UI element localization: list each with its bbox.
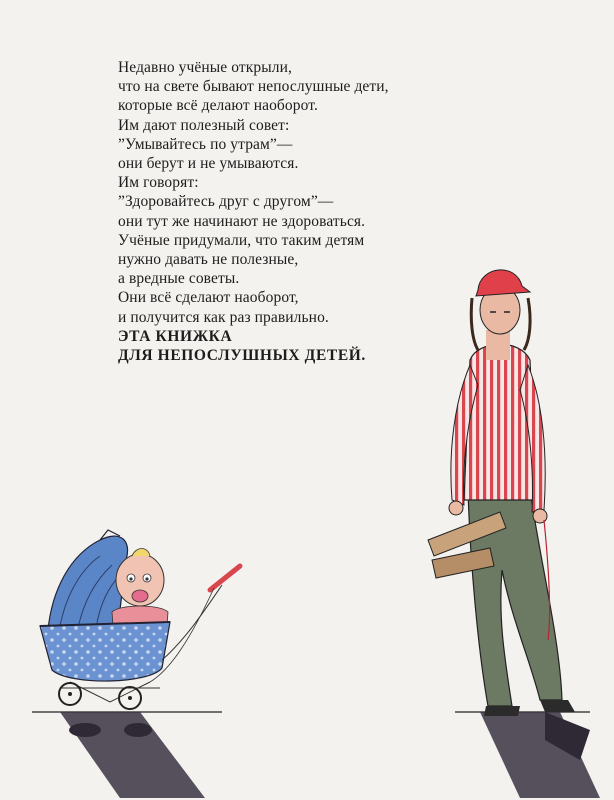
- closing-line: ЭТА КНИЖКА: [118, 327, 233, 345]
- poem-line: они берут и не умываются.: [118, 155, 299, 173]
- poem-line: что на свете бывают непослушные дети,: [118, 78, 389, 96]
- man-head: [471, 270, 530, 360]
- closing-line: ДЛЯ НЕПОСЛУШНЫХ ДЕТЕЙ.: [118, 347, 366, 365]
- poem-line: которые всё делают наоборот.: [118, 97, 318, 115]
- man-shadow: [455, 712, 600, 798]
- poem-line: они тут же начинают не здороваться.: [118, 212, 366, 230]
- poem-line: Недавно учёные открыли,: [118, 59, 292, 76]
- poem-line: нужно давать не полезные,: [118, 251, 299, 269]
- poem-line: Им говорят:: [118, 174, 199, 192]
- poem-line: ”Здоровайтесь друг с другом”—: [118, 193, 334, 211]
- man-shirt: [449, 344, 547, 523]
- poem-line: Учёные придумали, что таким детям: [118, 231, 365, 249]
- poem-line: и получится как раз правильно.: [118, 308, 329, 326]
- poem-line: ”Умывайтесь по утрам”—: [118, 135, 293, 153]
- poem-line: Им дают полезный совет:: [118, 116, 290, 134]
- poem-line: Они всё сделают наоборот,: [118, 289, 299, 307]
- poem-line: а вредные советы.: [118, 270, 240, 288]
